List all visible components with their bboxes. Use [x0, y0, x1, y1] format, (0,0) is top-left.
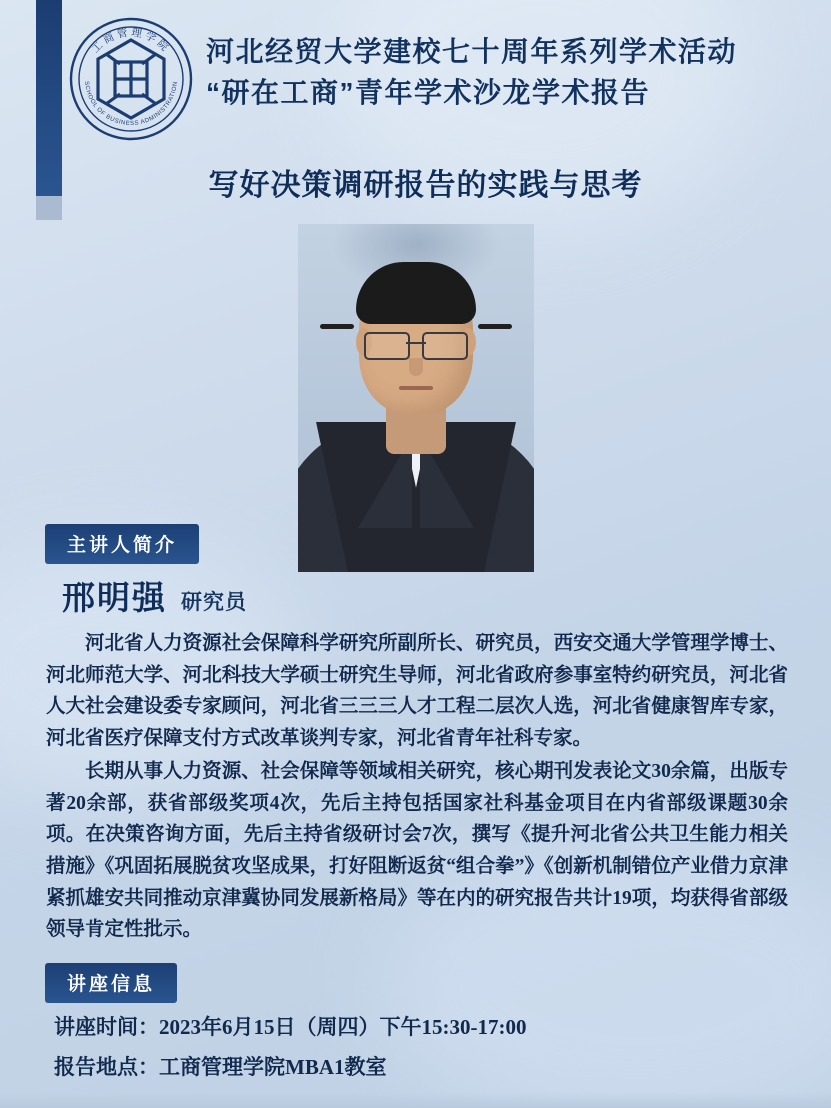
speaker-biography [46, 628, 788, 948]
portrait-background [298, 224, 534, 572]
lecture-time-row [54, 1008, 794, 1048]
poster-header [62, 14, 802, 142]
biography-paragraph: 长期从事人力资源、社会保障等领域相关研究，核心期刊发表论文30余篇，出版专著20余部，获省部级奖项4次，先后主持包括国家社科基金项目在内省部级课题30余项。在决策咨询方面，先后主持省级研讨会7次，撰写《提升河北省公共卫生能力相关措施》《巩固拓展脱贫攻坚成果，打好阻断返贫“组合拳”》《创新机制错位产业借力京津紧抓雄安共同推动京津冀协同发展新格局》等在内的研究报告共计19项，均获得省部级领导肯定性批示。 [46, 761, 788, 941]
glasses-bridge [406, 342, 426, 344]
glasses-lens-left [364, 332, 410, 360]
lecture-place-label: 报告地点： [54, 1054, 159, 1079]
header-title-block [206, 14, 737, 113]
page-title: 写好决策调研报告的实践与思考 [208, 169, 643, 202]
lecture-info [54, 1008, 794, 1088]
portrait-mouth [399, 386, 433, 390]
portrait-nose [409, 358, 423, 376]
bottom-gradient [0, 1092, 831, 1108]
university-emblem-icon [68, 16, 194, 142]
lecture-place-row [54, 1048, 794, 1088]
speaker-name: 邢明强 [62, 579, 167, 616]
speaker-role: 研究员 [181, 591, 247, 614]
speaker-portrait [298, 224, 534, 572]
portrait-hair [356, 262, 476, 324]
header-title-line-1: 河北经贸大学建校七十周年系列学术活动 [206, 36, 738, 67]
portrait-glasses [360, 332, 472, 358]
glasses-lens-right [422, 332, 468, 360]
svg-text:工商管理学院: 工商管理学院 [90, 27, 172, 56]
speaker-section-tag: 主讲人简介 [45, 524, 199, 564]
lecture-place-value: 工商管理学院MBA1教室 [159, 1054, 387, 1079]
lecture-time-label: 讲座时间： [54, 1015, 159, 1039]
portrait-brow-right [478, 324, 512, 329]
speaker-name-row [62, 572, 247, 619]
biography-paragraph: 河北省人力资源社会保障科学研究所副所长、研究员，西安交通大学管理学博士、河北师范大学、河北科技大学硕士研究生导师，河北省政府参事室特约研究员，河北省人大社会建设委专家顾问，河北省三三三人才工程二层次人选，河北省健康智库专家，河北省医疗保障支付方式改革谈判专家，河北省青年社科专家。 [46, 633, 788, 749]
lecture-info-tag: 讲座信息 [45, 963, 177, 1003]
header-title-line-2: “研在工商”青年学术沙龙学术报告 [206, 76, 651, 108]
portrait-brow-left [320, 324, 354, 329]
lecture-time-value: 2023年6月15日（周四）下午15:30-17:00 [159, 1015, 527, 1039]
svg-text:SCHOOL OF BUSINESS ADMINISTRAT: SCHOOL OF BUSINESS ADMINISTRATION [83, 80, 179, 128]
